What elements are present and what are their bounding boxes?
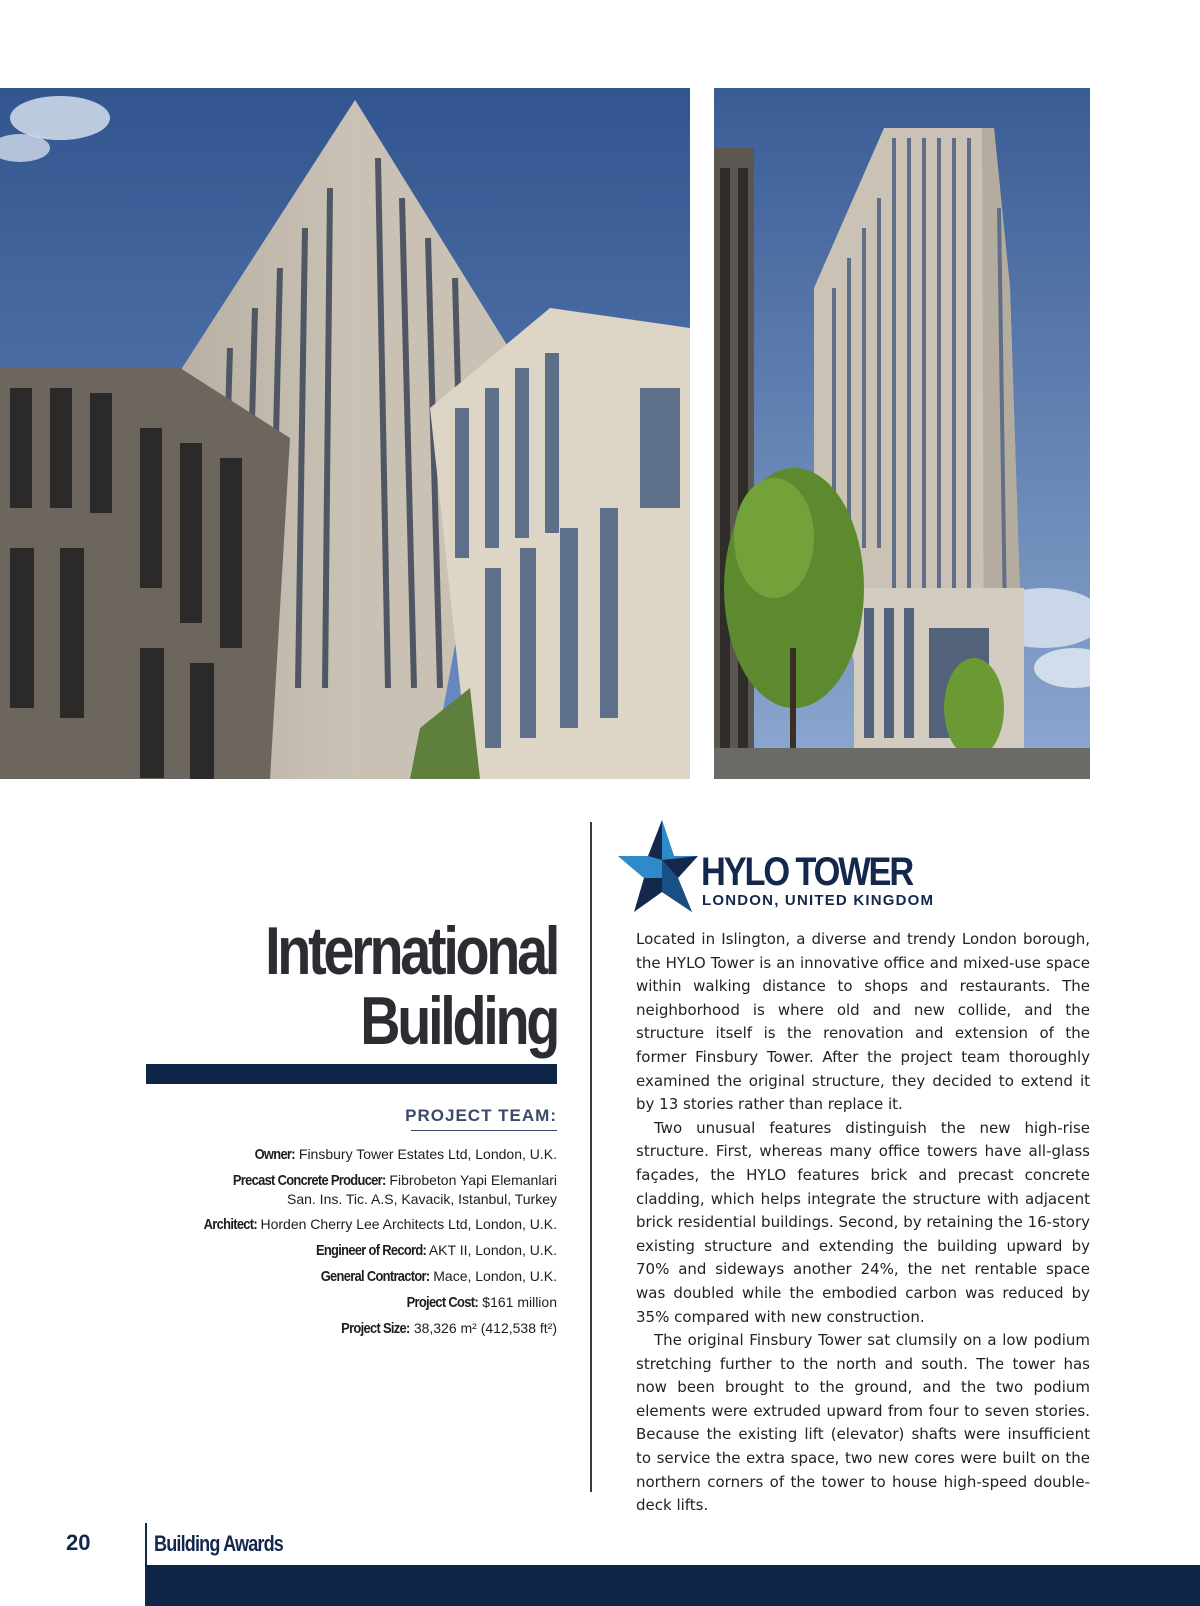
- team-row-size: [137, 1319, 557, 1338]
- team-role: Engineer of Record:: [315, 1242, 426, 1259]
- star-icon: [618, 820, 698, 917]
- project-team-underline: [411, 1130, 557, 1131]
- footer-band: [147, 1565, 1200, 1606]
- team-row-contractor: [137, 1267, 557, 1286]
- team-row-owner: [137, 1145, 557, 1164]
- body-paragraph: Located in Islington, a diverse and trendy London borough, the HYLO Tower is an innovative office and mixed-use space within walking distance to shops and restaurants. The neighborhood is where old and new collide, and the structure itself is the renovation and extension of the former Finsbury Tower. After the project team thoroughly examined the original structure, they decided to extend it by 13 stories rather than replace it.: [636, 930, 1090, 1114]
- team-value: Finsbury Tower Estates Ltd, London, U.K.: [298, 1146, 557, 1162]
- project-team-heading: PROJECT TEAM:: [405, 1106, 557, 1125]
- team-role: Project Cost:: [407, 1294, 479, 1311]
- article-body: [636, 928, 1090, 1518]
- column-divider: [590, 822, 592, 1492]
- team-role: Owner:: [254, 1146, 295, 1163]
- page-number: 20: [66, 1530, 91, 1555]
- team-value: AKT II, London, U.K.: [428, 1242, 557, 1258]
- project-team-list: [137, 1145, 557, 1345]
- photo-tower-full-view: [714, 88, 1090, 779]
- team-row-precast-producer: [137, 1171, 557, 1208]
- body-paragraph: Two unusual features distinguish the new high-rise structure. First, whereas many office towers have all-glass façades, the HYLO features brick and precast concrete cladding, which helps integrate the structure with adjacent brick residential buildings. Second, by retaining the 16-story existing structure and extending the building upward by 70% and sideways another 24%, the net rentable space was doubled while the embodied carbon was reduced by 35% compared with new construction.: [636, 1118, 1090, 1326]
- team-value: Horden Cherry Lee Architects Ltd, London, U.K.: [260, 1216, 557, 1232]
- team-role: Architect:: [203, 1216, 257, 1233]
- project-location: LONDON, UNITED KINGDOM: [702, 892, 935, 909]
- team-row-cost: [137, 1293, 557, 1312]
- team-role: General Contractor:: [320, 1268, 430, 1285]
- team-value-line2: San. Ins. Tic. A.S, Kavacik, Istanbul, Turkey: [286, 1191, 557, 1207]
- footer-publication-label: Building Awards: [154, 1531, 284, 1556]
- section-title-line2: Building: [360, 983, 557, 1059]
- project-name: HYLO TOWER: [701, 850, 913, 894]
- section-title: [265, 913, 557, 1059]
- body-paragraph: The original Finsbury Tower sat clumsily on a low podium stretching further to the north and south. The tower has now been brought to the ground, and the two podium elements were extruded upward from four to seven stories. Because the existing lift (elevator) shafts were insufficient to service the extra space, two new cores were built on the northern corners of the tower to house high-speed double-deck lifts.: [636, 1331, 1090, 1515]
- team-row-engineer: [137, 1241, 557, 1260]
- section-title-line1: International: [265, 913, 557, 989]
- team-role: Precast Concrete Producer:: [232, 1172, 386, 1189]
- team-value: Fibrobeton Yapi Elemanlari: [389, 1172, 557, 1188]
- photo-tower-low-angle: [0, 88, 690, 779]
- team-row-architect: [137, 1215, 557, 1234]
- team-value: 38,326 m² (412,538 ft²): [413, 1320, 557, 1336]
- team-value: Mace, London, U.K.: [433, 1268, 557, 1284]
- team-role: Project Size:: [341, 1320, 410, 1337]
- team-value: $161 million: [482, 1294, 557, 1310]
- title-accent-bar: [146, 1064, 557, 1084]
